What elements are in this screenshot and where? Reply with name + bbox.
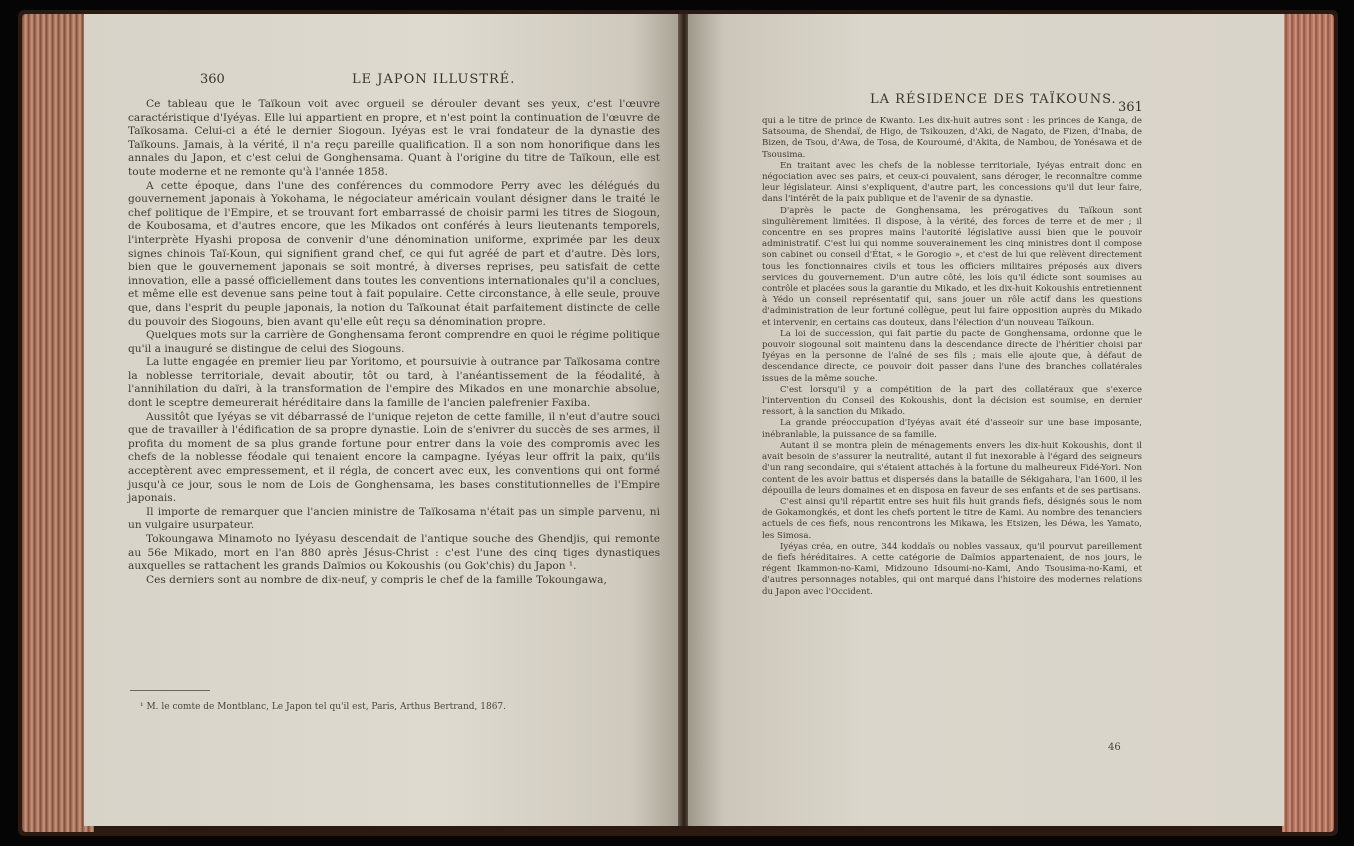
paragraph: A cette époque, dans l'une des conférences du commodore Perry avec les délégués du gouvernement japonais à Yokohama, le négociateur américain voulant désigner dans le traité le chef politique de l'Empire, et se trouvant fort embarrassé de choisir parmi les titres de Siogoun, de Koubosama, et d'autres encore, que les Mikados ont conférés à leurs lieutenants temporels, l'interprète Hyashi proposa de convenir d'une dénomination uniforme, exprimée par les deux signes chinois Taï-Koun, qui signifient grand chef, ce qui fut agréé de part et d'autre. Dès lors, bien que le gouvernement japonais se soit montré, à diverses reprises, peu satisfait de cette innovation, elle a passé officiellement dans toutes les conventions internationales qu'il a conclues, et même elle est devenue sans peine tout à fait populaire. Cette circonstance, à elle seule, prouve que, dans l'esprit du peuple japonais, la notion du Taïkounat était parfaitement distincte de celle du pouvoir des Siogouns, bien avant qu'elle eût reçu sa dénomination propre. — [128, 179, 660, 328]
paragraph: La loi de succession, qui fait partie du pacte de Gonghensama, ordonne que le pouvoir siogounal soit maintenu dans la descendance directe de l'héritier choisi par Iyéyas en la personne de l'aîné de ses fils ; mais elle ajoute que, à défaut de descendance directe, ce pouvoir doit passer dans l'une des branches collatérales issues de la même souche. — [762, 328, 1142, 384]
paragraph: Ces derniers sont au nombre de dix-neuf, y compris le chef de la famille Tokoungawa, — [146, 573, 607, 586]
paragraph: La lutte engagée en premier lieu par Yoritomo, et poursuivie à outrance par Taïkosama contre la noblesse territoriale, devait aboutir, tôt ou tard, à l'anéantissement de la féodalité, à l'annihilation du daïri, à la transformation de l'empire des Mikados en une monarchie absolue, dont le sceptre demeurerait héréditaire dans la famille de l'ancien palefrenier Faxiba. — [128, 356, 660, 410]
paragraph: Autant il se montra plein de ménagements envers les dix-huit Kokoushis, dont il avait besoin de s'assurer la neutralité, autant il fut inexorable à l'égard des seigneurs d'un rang secondaire, qui s'étaient attachés à la fortune du malheureux Fidé-Yori. Non content de les avoir battus et dispersés dans la bataille de Sékigahara, l'an 1600, il les dépouilla de leurs domaines et en disposa en faveur de ses enfants et de ses partisans. — [762, 440, 1142, 496]
paragraph: qui a le titre de prince de Kwanto. Les dix-huit autres sont : les princes de Kanga, de Satsouma, de Shendaï, de Higo, de Tsikouzen, d'Aki, de Nagato, de Fizen, d'Inaba, de Bizen, de Tsou, d'Awa, de Tosa, de Kouroumé, d'Akita, de Nambou, de Yonésawa et de Tsousima. — [762, 116, 1142, 160]
paragraph: C'est ainsi qu'il répartit entre ses huit fils huit grands fiefs, désignés sous le nom de Gokamongkés, et dont les chefs portent le titre de Kami. Au nombre des tenanciers actuels de ces fiefs, nous rencontrons les Mikawa, les Etsizen, les Déwa, les Yamato, les Simosa. — [762, 496, 1142, 541]
right-page-header: LA RÉSIDENCE DES TAÏKOUNS. — [870, 92, 1117, 107]
right-page-body — [762, 116, 1142, 598]
left-page-number: 360 — [200, 72, 225, 87]
paragraph: En traitant avec les chefs de la noblesse territoriale, Iyéyas entrait donc en négociation avec ses pairs, et ceux-ci pouvaient, sans déroger, le reconnaître comme leur législateur. Ainsi s'expliquent, d'autre part, les concessions qu'il dut leur faire, dans l'intérêt de la paix publique et de l'avenir de sa dynastie. — [762, 160, 1142, 205]
paragraph: La grande préoccupation d'Iyéyas avait été d'asseoir sur une base imposante, inébranlable, la puissance de sa famille. — [762, 418, 1142, 440]
right-page-number: 361 — [1118, 100, 1143, 115]
paragraph: Iyéyas créa, en outre, 344 koddaïs ou nobles vassaux, qu'il pourvut pareillement de fiefs héréditaires. A cette catégorie de Daïmios appartenaient, de nos jours, le régent Ikammon-no-Kami, Midzouno Idsoumi-no-Kami, Ando Tsousima-no-Kami, et d'autres personnages notables, qui ont marqué dans l'histoire des modernes relations du Japon avec l'Occident. — [762, 541, 1142, 597]
signature-mark: 46 — [1108, 742, 1121, 753]
footnote: ¹ M. le comte de Montblanc, Le Japon tel qu'il est, Paris, Arthus Bertrand, 1867. — [140, 702, 507, 712]
paragraph: Il importe de remarquer que l'ancien ministre de Taïkosama n'était pas un simple parvenu, ni un vulgaire usurpateur. — [128, 505, 660, 532]
paragraph: Tokoungawa Minamoto no Iyéyasu descendait de l'antique souche des Ghendjis, qui remonte au 56e Mikado, mort en l'an 880 après Jésus-Christ : c'est l'une des cinq tiges dynastiques auxquelles se rattachent les grands Daïmios ou Kokoushis (ou Gok'chis) du Japon ¹. — [128, 533, 660, 573]
paragraph: C'est lorsqu'il y a compétition de la part des collatéraux que s'exerce l'intervention du Conseil des Kokoushis, dont la décision est soumise, en dernier ressort, à la sanction du Mikado. — [762, 384, 1142, 418]
page-edges-right — [1282, 14, 1334, 832]
paragraph: D'après le pacte de Gonghensama, les prérogatives du Taïkoun sont singulièrement limitées. Il dispose, à la vérité, des forces de terre et de mer ; il concentre en ses propres mains l'autorité législative aussi bien que le pouvoir administratif. C'est lui qui nomme souverainement les cinq ministres dont il compose son cabinet ou conseil d'État, « le Gorogio », et c'est de lui que relèvent directement tous les fonctionnaires civils et tous les officiers militaires préposés aux divers services du gouvernement. D'un autre côté, les lois qu'il édicte sont soumises au contrôle et placées sous la garantie du Mikado, et les dix-huit Kokoushis entretiennent à Yédo un conseil représentatif qui, sans jouer un rôle actif dans les questions d'administration de leur fortuné collègue, peut lui faire opposition auprès du Mikado et intervenir, en certains cas douteux, dans l'élection d'un nouveau Taïkoun. — [762, 205, 1142, 328]
left-page-header: LE JAPON ILLUSTRÉ. — [352, 72, 516, 87]
footnote-rule — [130, 690, 210, 691]
paragraph: Quelques mots sur la carrière de Gonghensama feront comprendre en quoi le régime politique qu'il a inauguré se distingue de celui des Siogouns. — [128, 329, 660, 355]
paragraph: Aussitôt que Iyéyas se vit débarrassé de l'unique rejeton de cette famille, il n'eut d'autre souci que de travailler à l'édification de sa propre dynastie. Loin de s'enivrer du succès de ses armes, il profita du moment de sa plus grande fortune pour entrer dans la voie des compromis avec les chefs de la noblesse féodale qui tenaient encore la campagne. Iyéyas leur offrit la paix, qu'ils acceptèrent avec empressement, et il régla, de concert avec eux, les conventions qui ont formé jusqu'à ce jour, sous le nom de Lois de Gonghensama, les bases constitutionnelles de l'Empire japonais. — [128, 410, 660, 505]
left-page-body — [128, 98, 660, 587]
paragraph: Ce tableau que le Taïkoun voit avec orgueil se dérouler devant ses yeux, c'est l'œuvre caractéristique d'Iyéyas. Elle lui appartient en propre, et n'est point la continuation de l'œuvre de Taïkosama. Celui-ci a été le dernier Siogoun. Iyéyas est le vrai fondateur de la dynastie des Taïkouns. Jamais, à la vérité, il n'a reçu pareille qualification. Il a son nom honorifique dans les annales du Japon, et c'est celui de Gonghensama. Quant à l'origine du titre de Taïkoun, elle est toute moderne et ne remonte qu'à l'année 1858. — [128, 98, 660, 178]
